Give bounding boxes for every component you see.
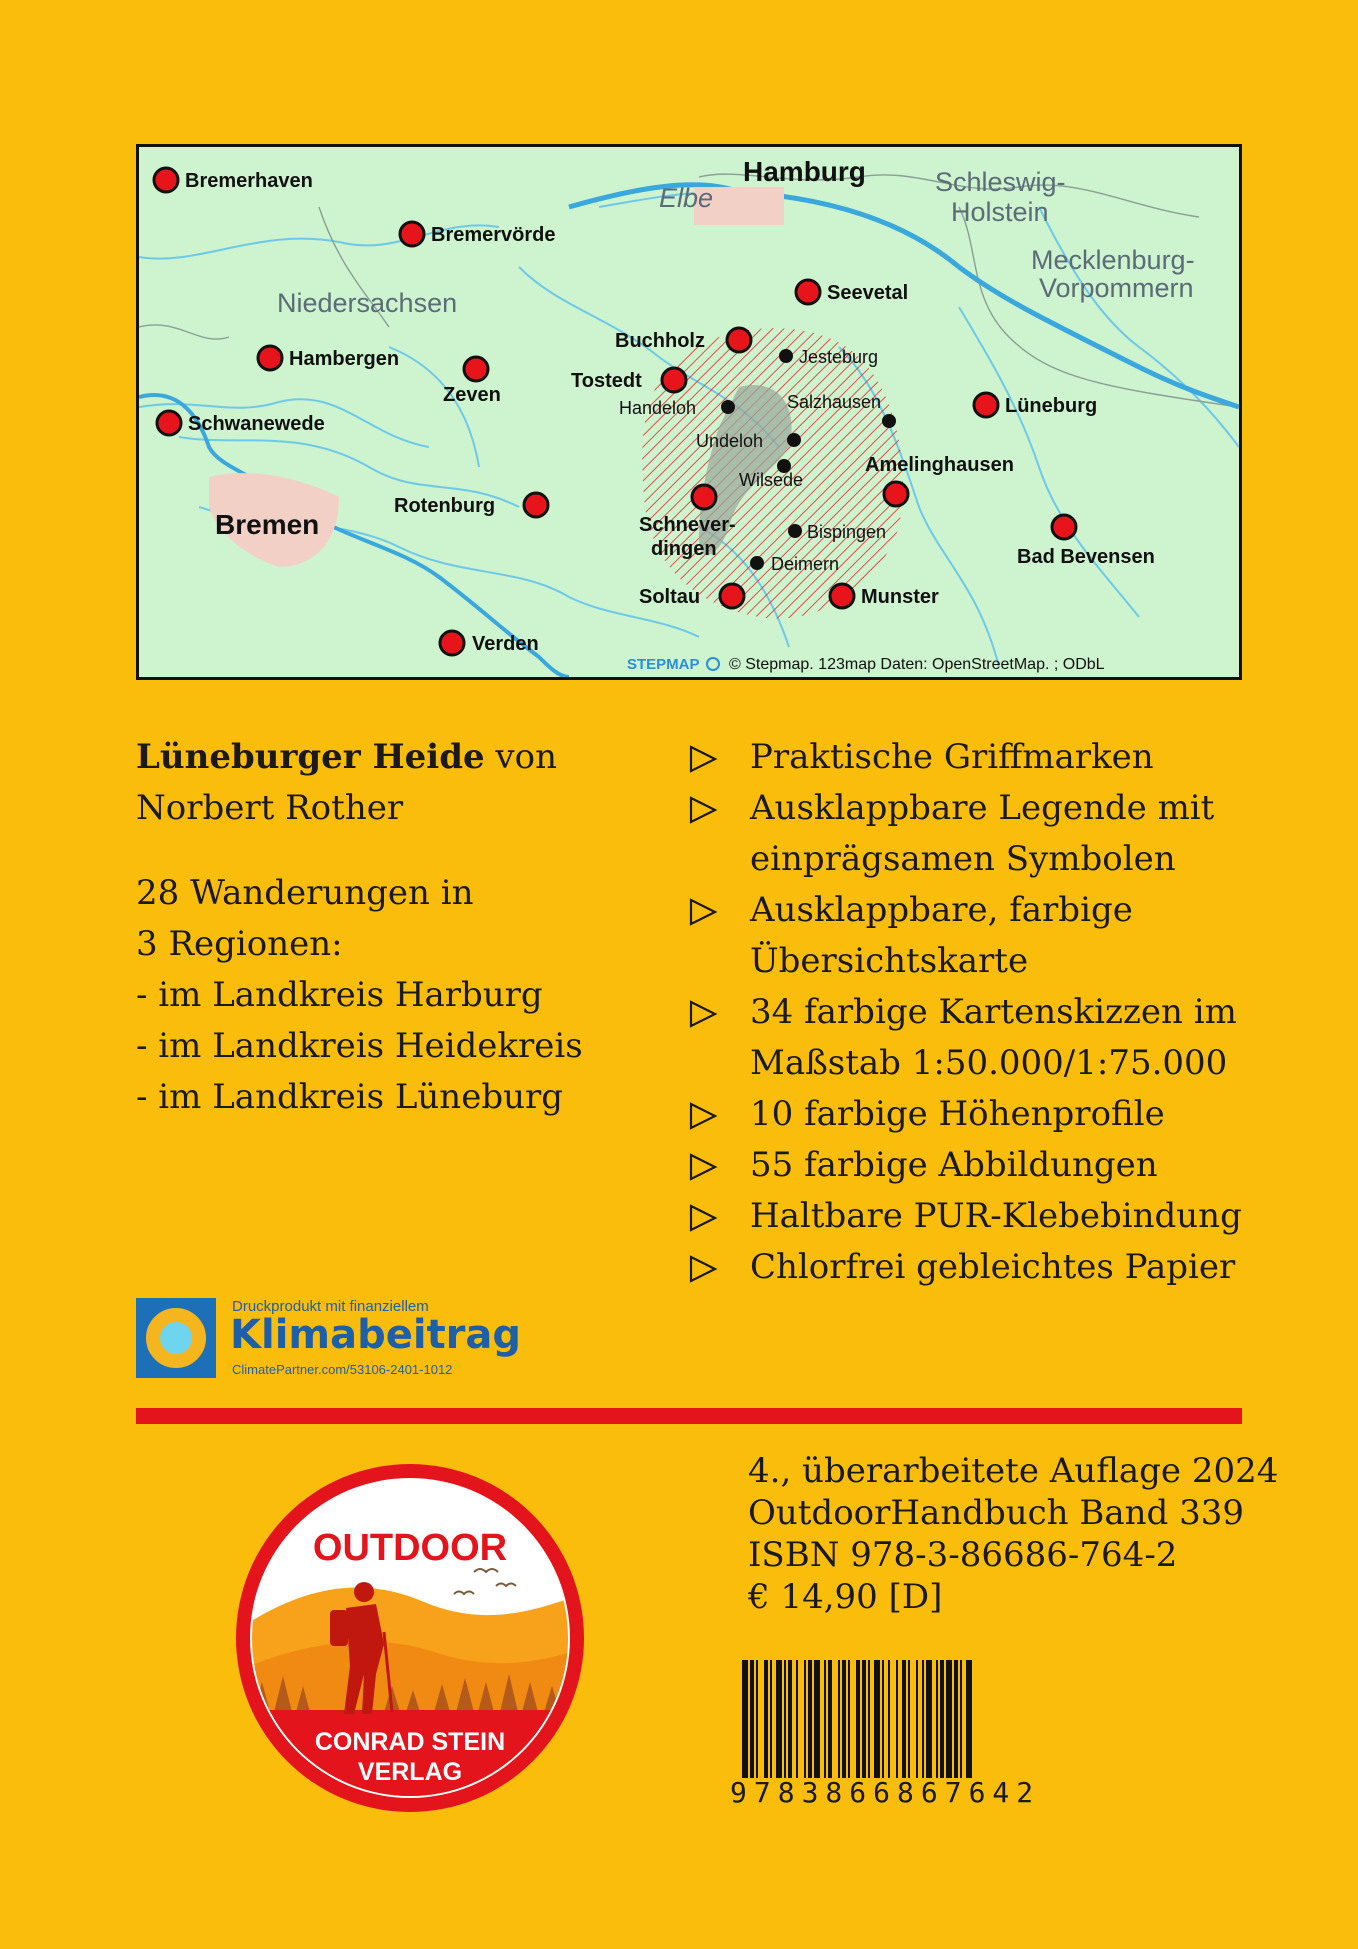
stepmap-logo: STEPMAP [627, 656, 700, 673]
region-niedersachsen: Niedersachsen [277, 288, 458, 318]
city-bad-bevensen: Bad Bevensen [1017, 546, 1155, 568]
book-title-block [136, 732, 557, 834]
triangle-bullet-icon [688, 795, 718, 825]
barcode-digits: 9783866867642 [730, 1776, 1041, 1809]
book-title: Lüneburger Heide [136, 737, 485, 777]
barcode-bar [756, 1660, 758, 1778]
barcode-bar [922, 1660, 924, 1778]
overview-map [136, 144, 1242, 680]
city-schwanewede: Schwanewede [188, 413, 325, 435]
barcode-bar [838, 1660, 840, 1778]
triangle-bullet-icon [688, 1152, 718, 1182]
region-schleswig: Schleswig- [935, 167, 1066, 197]
barcode-bar [954, 1660, 958, 1778]
publication-info [748, 1450, 1278, 1618]
feature-item: Haltbare PUR-Klebebindung [686, 1191, 1286, 1242]
triangle-bullet-icon [688, 1254, 718, 1284]
feature-list [686, 732, 1286, 1293]
barcode-bar [862, 1660, 866, 1778]
triangle-bullet-icon [688, 999, 718, 1029]
barcode-bar [940, 1660, 944, 1778]
red-divider [136, 1408, 1242, 1424]
summary-line-2: 3 Regionen: [136, 924, 343, 964]
city-verden: Verden [472, 633, 539, 655]
book-by: von [484, 737, 558, 777]
town-deimern: Deimern [771, 554, 840, 574]
city-rotenburg: Rotenburg [394, 495, 496, 517]
barcode-bar [848, 1660, 850, 1778]
book-summary [136, 868, 583, 1123]
barcode-bar [936, 1660, 938, 1778]
city-hambergen: Hambergen [289, 348, 400, 370]
town-salzhausen: Salzhausen [787, 392, 882, 412]
outdoor-badge [234, 1462, 586, 1814]
elbe-label: Elbe [659, 183, 714, 213]
barcode-bar [926, 1660, 932, 1778]
barcode-bar [828, 1660, 832, 1778]
barcode-bar [784, 1660, 786, 1778]
feature-item: Praktische Griffmarken [686, 732, 1286, 783]
barcode-bar [742, 1660, 748, 1778]
feature-item: 34 farbige Kartenskizzen im Maßstab 1:50.000/1:75.000 [686, 987, 1286, 1089]
barcode-bar [960, 1660, 962, 1778]
barcode-bar [804, 1660, 806, 1778]
barcode-bar [908, 1660, 910, 1778]
triangle-bullet-icon [688, 1203, 718, 1233]
barcode-bar [902, 1660, 906, 1778]
barcode-bar [966, 1660, 972, 1778]
badge-publisher-1: CONRAD STEIN [314, 1728, 506, 1756]
city-tostedt: Tostedt [571, 370, 642, 392]
feature-item: Ausklappbare, farbige Übersichtskarte [686, 885, 1286, 987]
barcode-bar [750, 1660, 754, 1778]
barcode-bar [888, 1660, 890, 1778]
barcode-bar [842, 1660, 846, 1778]
triangle-bullet-icon [688, 1101, 718, 1131]
city-zeven: Zeven [443, 384, 501, 406]
city-markers [154, 168, 1076, 655]
feature-item: Chlorfrei gebleichtes Papier [686, 1242, 1286, 1293]
feature-item: 10 farbige Höhenprofile [686, 1089, 1286, 1140]
city-amelinghausen: Amelinghausen [865, 454, 1014, 476]
edition-line: 4., überarbeitete Auflage 2024 [748, 1451, 1279, 1491]
isbn-line: ISBN 978-3-86686-764-2 [748, 1535, 1178, 1575]
region-holstein: Holstein [951, 197, 1049, 227]
city-lueneburg: Lüneburg [1005, 395, 1098, 417]
feature-item: 55 farbige Abbildungen [686, 1140, 1286, 1191]
climate-partner-logo [136, 1298, 556, 1378]
barcode-bar [946, 1660, 952, 1778]
barcode-bar [814, 1660, 820, 1778]
climate-name: Klimabeitrag [230, 1312, 522, 1358]
barcode-bar [874, 1660, 880, 1778]
region-item-harburg: - im Landkreis Harburg [136, 975, 543, 1015]
triangle-bullet-icon [688, 897, 718, 927]
barcode-bar [808, 1660, 812, 1778]
region-mecklenburg: Mecklenburg- [1031, 245, 1195, 275]
barcode-bar [896, 1660, 898, 1778]
city-soltau: Soltau [639, 586, 701, 608]
barcode-bar [824, 1660, 826, 1778]
climate-line-2: ClimatePartner.com/53106-2401-1012 [232, 1362, 453, 1377]
city-bremerhaven: Bremerhaven [185, 170, 313, 192]
town-jesteburg: Jesteburg [799, 347, 879, 367]
city-buchholz: Buchholz [615, 330, 705, 352]
town-handeloh: Handeloh [619, 398, 697, 418]
region-item-heidekreis: - im Landkreis Heidekreis [136, 1026, 583, 1066]
city-bremervoerde: Bremervörde [431, 224, 556, 246]
town-bispingen: Bispingen [807, 522, 887, 542]
map-graphic [139, 147, 1239, 677]
climate-logo-icon [136, 1298, 216, 1378]
badge-publisher-2: VERLAG [357, 1758, 463, 1786]
city-schneverdingen-2: dingen [651, 538, 717, 560]
city-seevetal: Seevetal [827, 282, 909, 304]
region-item-lueneburg: - im Landkreis Lüneburg [136, 1077, 564, 1117]
city-hamburg: Hamburg [743, 156, 866, 187]
barcode-bar [868, 1660, 870, 1778]
city-bremen: Bremen [215, 509, 320, 540]
badge-title: OUTDOOR [312, 1527, 508, 1569]
barcode-bar [776, 1660, 782, 1778]
barcode-bar [764, 1660, 768, 1778]
feature-item: Ausklappbare Legende mit einprägsamen Symbolen [686, 783, 1286, 885]
summary-line-1: 28 Wanderungen in [136, 873, 474, 913]
town-undeloh: Undeloh [696, 431, 764, 451]
barcode-bar [788, 1660, 792, 1778]
barcode-bar [916, 1660, 918, 1778]
barcode-bar [856, 1660, 860, 1778]
price-line: € 14,90 [D] [748, 1577, 943, 1617]
town-wilsede: Wilsede [739, 470, 804, 490]
climate-line-1: Druckprodukt mit finanziellem [232, 1298, 429, 1315]
stepmap-globe-icon [707, 658, 719, 670]
city-schneverdingen-1: Schnever- [639, 514, 736, 536]
series-line: OutdoorHandbuch Band 339 [748, 1493, 1245, 1533]
map-credit: © Stepmap. 123map Daten: OpenStreetMap. ; ODbL [729, 656, 1105, 673]
triangle-bullet-icon [688, 744, 718, 774]
barcode-bar [796, 1660, 798, 1778]
book-author: Norbert Rother [136, 788, 404, 828]
barcode-bar [770, 1660, 772, 1778]
region-vorpommern: Vorpommern [1039, 273, 1194, 303]
city-munster: Munster [861, 586, 939, 608]
barcode-bar [882, 1660, 884, 1778]
